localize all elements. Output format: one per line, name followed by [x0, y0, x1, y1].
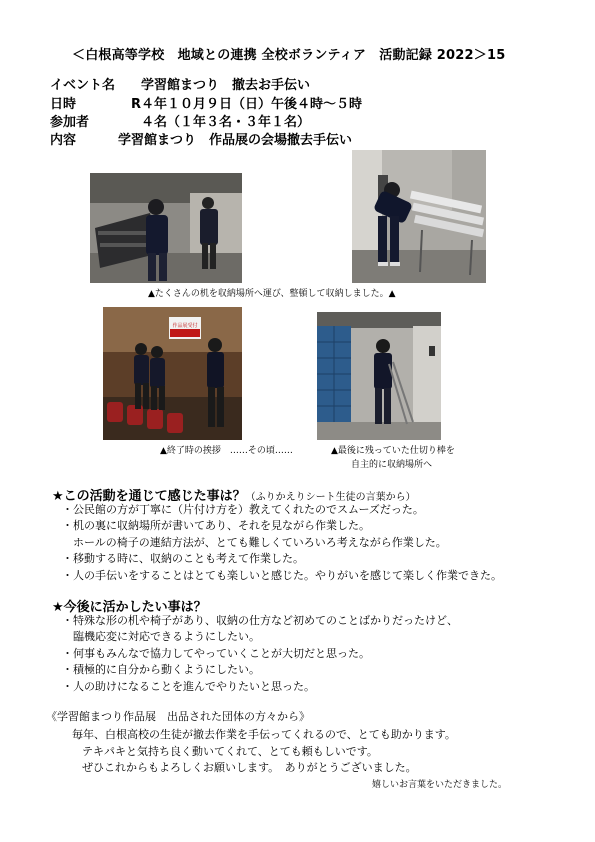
caption-top: ▲たくさんの机を収納場所へ運び、整頓して収納しました。▲ [148, 289, 396, 299]
page-title: ＜白根高等学校 地域との連携 全校ボランティア 活動記録 2022＞15 [72, 48, 506, 63]
list-item: ・積極的に自分から動くようにしたい。 [62, 663, 260, 677]
list-item: ・特殊な形の机や椅子があり、収納の仕方など初めてのことばかりだったけど、 [62, 614, 458, 627]
content-value: 学習館まつり 作品展の会場撤去手伝い [118, 133, 353, 148]
event-label: イベント名 [50, 78, 116, 93]
list-item: ・公民館の方が丁寧に（片付け方を）教えてくれたのでスムーズだった。 [62, 503, 424, 516]
caption-bottom-left: ▲終了時の挨拶 ……その頃…… [160, 446, 293, 456]
list-item: ・人の手伝いをすることはとても楽しいと感じた。やりがいを感じて楽しく作業できた。 [62, 568, 502, 582]
date-value: R４年１０月９日（日）午後４時～５時 [131, 97, 363, 112]
section2-list [62, 613, 458, 695]
list-item: ・机の裏に収納場所が書いてあり、それを見ながら作業した。 [62, 519, 370, 533]
section2-heading: ★今後に活かしたい事は？ [52, 600, 207, 615]
section1-note: （ふりかえりシート生徒の言葉から） [245, 492, 416, 503]
thanks-heading: 《学習館まつり作品展 出品された団体の方々から》 [46, 710, 310, 723]
content-label: 内容 [50, 133, 77, 148]
caption-bottom-right-2: 自主的に収納場所へ [351, 460, 433, 470]
thanks-line-2: テキパキと気持ち良く動いてくれて、とても頼もしいです。 [82, 745, 378, 758]
section1-list [62, 502, 502, 584]
photo-carrying-tables [90, 173, 242, 283]
list-item: 臨機応変に対応できるようにしたい。 [62, 630, 260, 644]
photo-closing-greeting [103, 307, 242, 440]
participants-label: 参加者 [50, 115, 90, 130]
event-value: 学習館まつり 撤去お手伝い [141, 78, 311, 93]
photo-carrying-poles [317, 312, 441, 440]
sign-text: 作品展受付 [172, 323, 198, 329]
thanks-line-3: ぜひこれからもよろしくお願いします。 ありがとうございました。 [82, 761, 417, 774]
participants-value: ４名（１年３名・３年１名） [141, 115, 311, 130]
section1-title: ★この活動を通じて感じた事は？ [52, 489, 246, 504]
thanks-closing: 嬉しいお言葉をいただきました。 [372, 780, 508, 790]
thanks-line-1: 毎年、白根高校の生徒が撤去作業を手伝ってくれるので、とても助かります。 [72, 728, 456, 741]
list-item: ・人の助けになることを進んでやりたいと思った。 [62, 679, 315, 693]
photo-stacking-tables [352, 150, 486, 283]
date-label: 日時 [50, 97, 77, 112]
list-item: ・何事もみんなで協力してやっていくことが大切だと思った。 [62, 646, 370, 660]
caption-bottom-right-1: ▲最後に残っていた仕切り棒を [331, 446, 455, 456]
list-item: ・移動する時に、収納のことも考えて作業した。 [62, 552, 304, 566]
list-item: ホールの椅子の連結方法が、とても難しくていろいろ考えながら作業した。 [62, 535, 447, 549]
